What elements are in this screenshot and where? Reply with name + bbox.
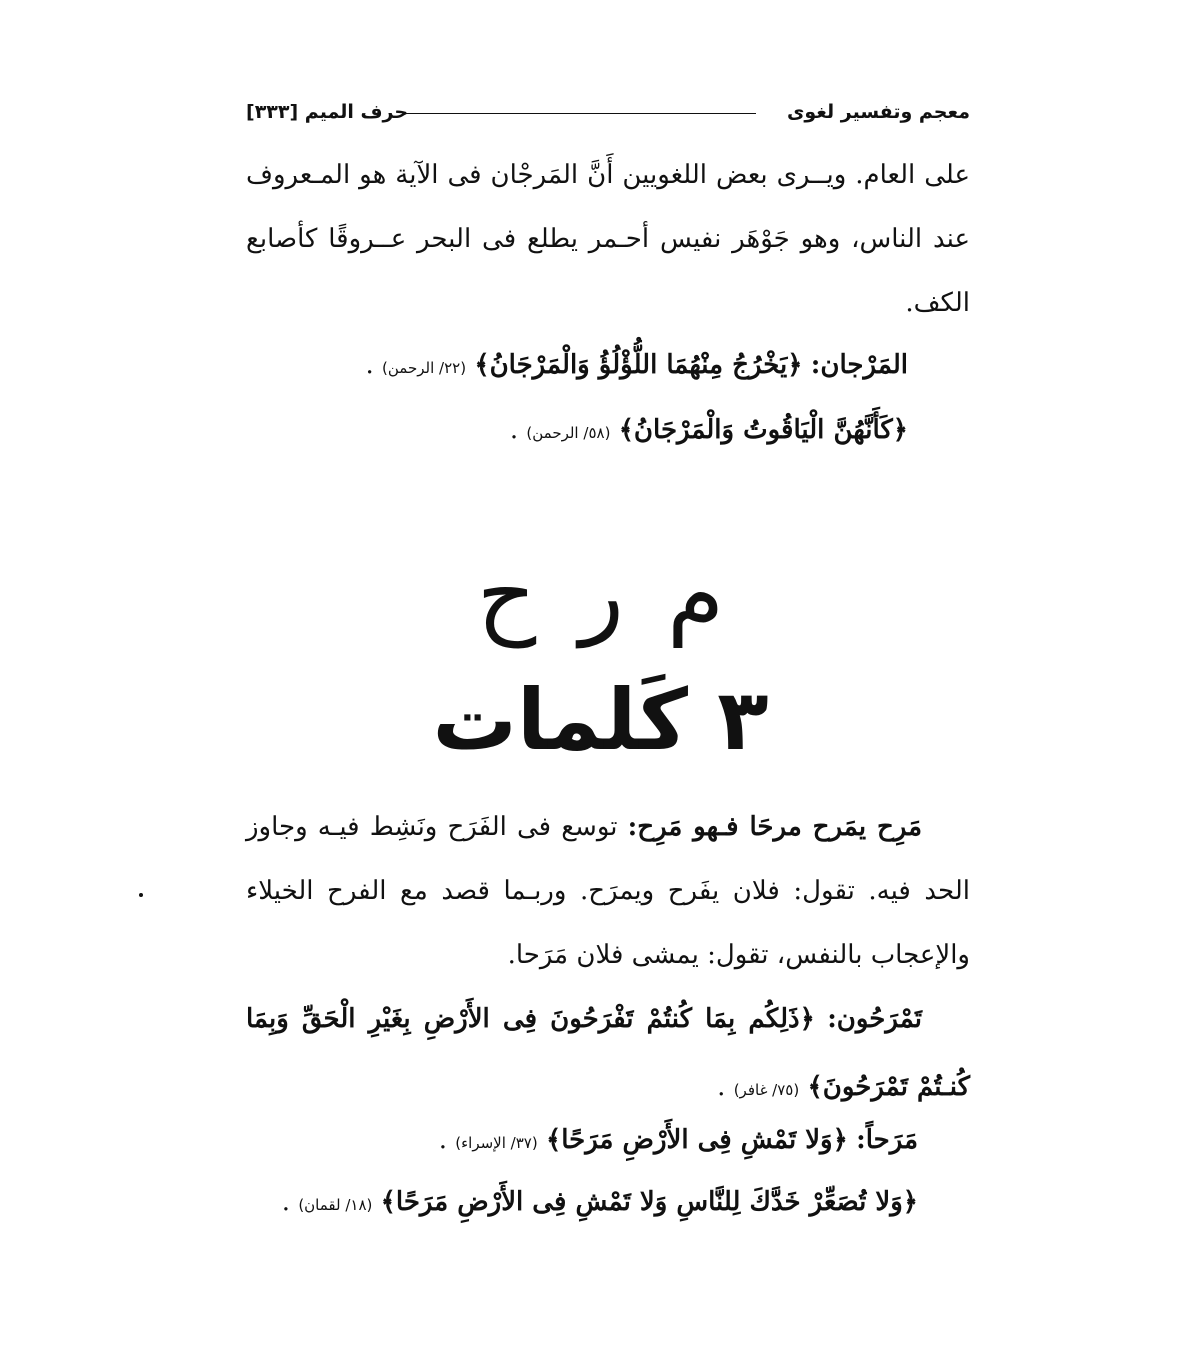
entry-paragraph (246, 795, 970, 987)
quote-marjan-2 (510, 410, 908, 453)
continuation-paragraph: على العام. ويــرى بعض اللغويين أَنَّ المَرجْان فى الآية هو المـعروف عند الناس، وهو جَوْهَر نفيس أحـمر يطلع فى البحر عــروقًا كأصابع الكف. (246, 160, 970, 318)
verse-reference: (٣٧/ الإسراء) (455, 1134, 538, 1152)
section-label (246, 96, 408, 128)
entry-term: تَمْرَحُون: (827, 1004, 922, 1034)
continuation-block (246, 143, 970, 335)
full-stop: . (281, 1187, 291, 1217)
root-letters-heading: م ر ح (476, 541, 725, 648)
entry-term: المَرْجان: (810, 350, 908, 380)
quote-marjan-1 (365, 345, 908, 388)
quran-verse: ﴿وَلا تُصَعِّرْ خَدَّكَ لِلنَّاسِ وَلا تَمْشِ فِى الأَرْضِ مَرَحًا﴾ (380, 1187, 918, 1217)
full-stop: . (438, 1125, 447, 1155)
quote-marahan-1 (439, 1120, 918, 1163)
book-title: معجم وتفسير لغوى (786, 101, 970, 123)
full-stop: . (717, 1072, 726, 1102)
running-header (246, 96, 970, 128)
entry-term: مَرَحاً: (856, 1125, 918, 1155)
letter-section: حرف الميم (304, 101, 409, 123)
full-stop: . (509, 415, 519, 445)
full-stop: . (365, 350, 374, 380)
header-rule (406, 113, 756, 114)
quran-verse: ﴿يَخْرُجُ مِنْهُمَا اللُّؤْلُؤُ وَالْمَرْجَانُ﴾ (474, 350, 803, 380)
verse-reference: (٥٨/ الرحمن) (526, 424, 611, 442)
page-number: [٣٣٣] (246, 101, 299, 123)
verse-reference: (٢٢/ الرحمن) (382, 359, 467, 377)
entry-term: مَرِح يمَرح مرحَا فـهو مَرِح: (627, 812, 923, 842)
quote-tamrahun (246, 985, 970, 1124)
entry-definition: توسع فى الفَرَح ونَشِط فيـه وجاوز الحد فيه. تقول: فلان يفَرح ويمرَح. وربـما قصد مع الفرح الخيلاء والإعجاب بالنفس، تقول: يمشى فلان مَرَحا. (246, 812, 970, 970)
stray-dot (139, 893, 143, 897)
quote-marahan-2 (282, 1182, 918, 1225)
quran-verse: ﴿وَلا تَمْشِ فِى الأَرْضِ مَرَحًا﴾ (545, 1125, 848, 1155)
quran-verse: ﴿كَأَنَّهُنَّ الْيَاقُوتُ وَالْمَرْجَانُ﴾ (618, 415, 908, 445)
tamrahun-paragraph (246, 985, 970, 1124)
verse-reference: (٧٥/ غافر) (733, 1081, 800, 1099)
quran-verse: ﴿ذَلِكُم بِمَا كُنتُمْ تَفْرَحُونَ فِى الأَرْضِ بِغَيْرِ الْحَقِّ وَبِمَا كُنـتُمْ تَمْرَحُونَ﴾ (246, 1004, 970, 1102)
verse-reference: (١٨/ لقمان) (298, 1196, 373, 1214)
word-count-heading: ٣ كَلمات (432, 671, 769, 769)
entry-block (246, 795, 970, 987)
